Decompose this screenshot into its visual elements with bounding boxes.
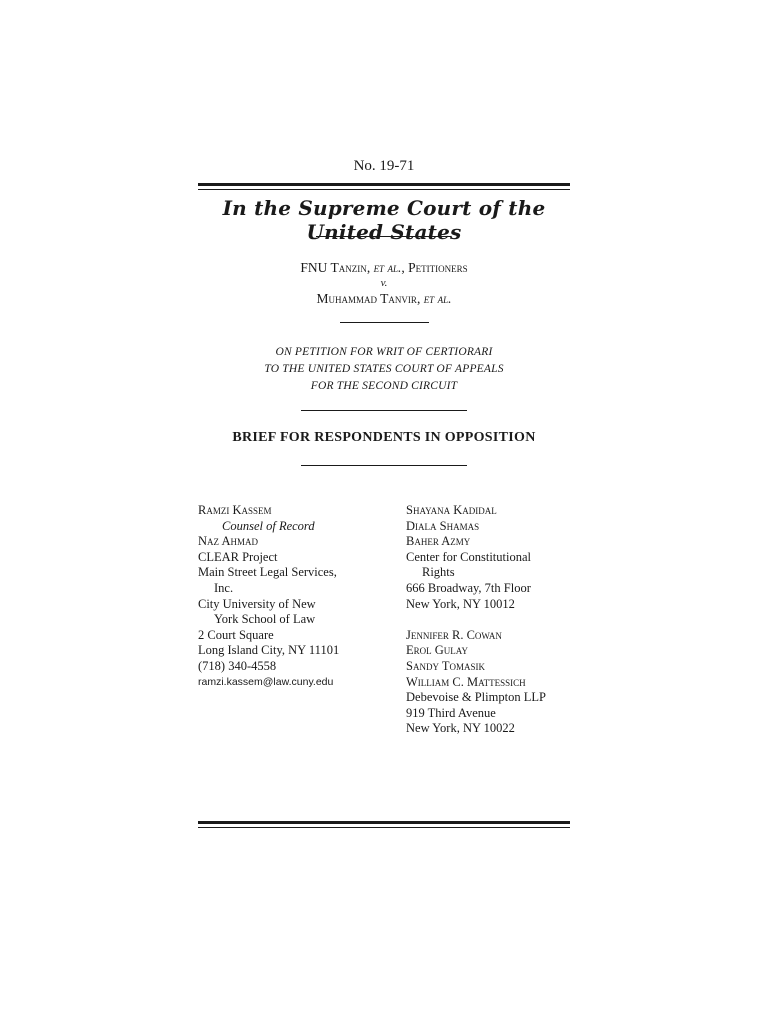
respondent-etal: et al. <box>423 291 452 306</box>
email-address: ramzi.kassem@law.cuny.edu <box>198 675 334 688</box>
address-line: 666 Broadway, 7th Floor <box>406 580 531 595</box>
divider-rule <box>340 322 429 323</box>
counsel-name: William C. Mattessich <box>406 674 526 689</box>
petition-line: ON PETITION FOR WRIT OF CERTIORARI <box>275 346 493 358</box>
respondent-line: Muhammad Tanvir, et al. <box>316 291 452 306</box>
divider-rule <box>316 236 451 237</box>
respondent-name: Muhammad Tanvir <box>316 291 417 306</box>
petitioner-etal: et al. <box>373 260 402 275</box>
counsel-name: Shayana Kadidal <box>406 503 497 517</box>
address-line: New York, NY 10012 <box>406 596 515 611</box>
counsel-name: Erol Gulay <box>406 643 468 658</box>
phone-number: (718) 340-4558 <box>198 658 277 673</box>
divider-rule <box>301 465 467 466</box>
organization: CLEAR Project <box>198 549 278 564</box>
bottom-double-rule <box>198 821 570 828</box>
petitioner-name: FNU Tanzin <box>300 260 367 275</box>
court-name: In the Supreme Court of the United States <box>222 196 546 244</box>
case-caption <box>198 259 570 307</box>
docket-number: No. 19-71 <box>353 158 415 174</box>
counsel-name: Naz Ahmad <box>198 534 258 549</box>
versus: v. <box>380 277 388 289</box>
counsel-name: Sandy Tomasik <box>406 658 485 673</box>
counsel-name: Diala Shamas <box>406 518 480 533</box>
spacer <box>406 612 576 628</box>
counsel-role: Counsel of Record <box>222 518 315 533</box>
top-double-rule <box>198 183 570 190</box>
petition-line: FOR THE SECOND CIRCUIT <box>310 380 458 392</box>
organization: Debevoise & Plimpton LLP <box>406 690 546 705</box>
address-line: 919 Third Avenue <box>406 705 496 720</box>
petition-line: TO THE UNITED STATES COURT OF APPEALS <box>264 363 504 375</box>
address-line: Long Island City, NY 11101 <box>198 643 340 658</box>
organization: Inc. <box>214 580 234 595</box>
petition-statement <box>198 344 570 395</box>
organization: York School of Law <box>214 612 316 627</box>
address-line: New York, NY 10022 <box>406 721 515 736</box>
organization: Main Street Legal Services, <box>198 565 337 580</box>
counsel-name: Baher Azmy <box>406 534 471 549</box>
counsel-block-right <box>406 503 576 737</box>
organization: City University of New <box>198 596 316 611</box>
counsel-block-left <box>198 503 388 690</box>
petitioner-line: FNU Tanzin, et al., Petitioners <box>300 260 468 275</box>
petitioner-role: Petitioners <box>408 260 468 275</box>
organization: Rights <box>422 565 455 580</box>
address-line: 2 Court Square <box>198 627 274 642</box>
counsel-name: Ramzi Kassem <box>198 503 272 517</box>
organization: Center for Constitutional <box>406 549 531 564</box>
divider-rule <box>301 410 467 411</box>
brief-title: BRIEF FOR RESPONDENTS IN OPPOSITION <box>232 430 536 445</box>
counsel-name: Jennifer R. Cowan <box>406 627 502 642</box>
